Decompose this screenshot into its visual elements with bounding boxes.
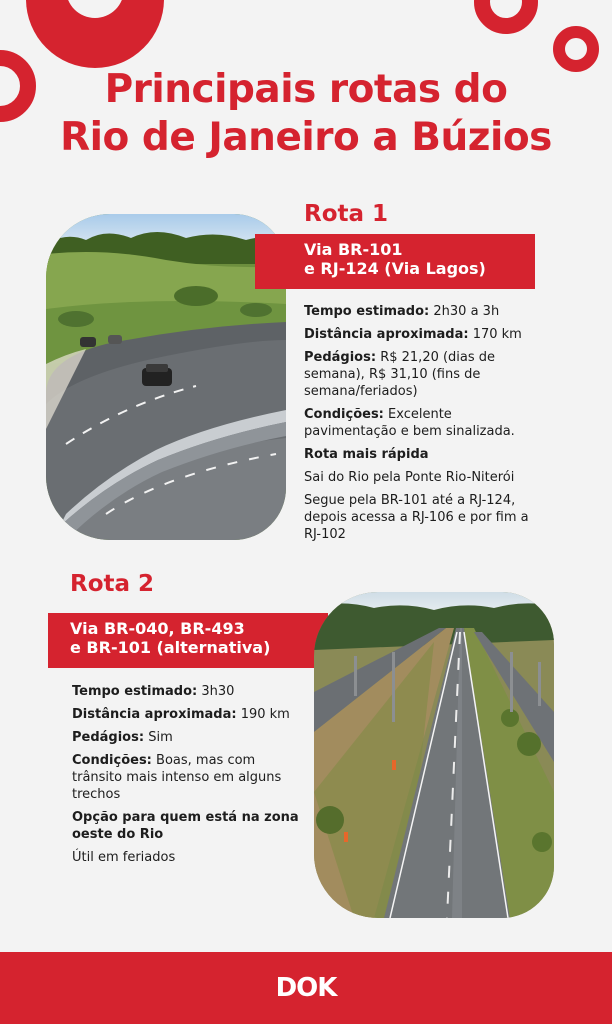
- route-1-via-line-1: Via BR-101: [304, 240, 403, 259]
- route-2-note-1: Útil em feriados: [72, 850, 176, 865]
- route-1-condicoes: [304, 406, 544, 440]
- decorative-circle-top: [26, 0, 164, 68]
- route-1-pedagios-value: R$ 21,20 (dias de semana), R$ 31,10 (fins de semana/feriados): [304, 350, 496, 399]
- route-1-tempo-label: Tempo estimado:: [304, 304, 430, 319]
- route-2-distancia: [72, 706, 304, 723]
- route-1-distancia-label: Distância aproximada:: [304, 327, 469, 342]
- route-1-condicoes-label: Condições:: [304, 407, 384, 422]
- route-1-highlight: Rota mais rápida: [304, 447, 429, 462]
- route-2-tempo-value: 3h30: [201, 684, 235, 699]
- decorative-ring-top-right: [474, 0, 538, 34]
- page-title-line-2: Rio de Janeiro a Búzios: [60, 115, 552, 160]
- route-2-via-line-1: Via BR-040, BR-493: [70, 619, 245, 638]
- route-2-condicoes-label: Condições:: [72, 753, 152, 768]
- route-1-distancia-value: 170 km: [472, 327, 522, 342]
- route-2-tempo: [72, 683, 304, 700]
- route-1-banner: [255, 234, 535, 289]
- straight-highway-photo: [314, 592, 554, 918]
- page-title-line-1: Principais rotas do: [104, 67, 508, 112]
- route-1-tempo: [304, 303, 544, 320]
- route-1-tempo-value: 2h30 a 3h: [433, 304, 500, 319]
- route-1-heading: Rota 1: [304, 201, 389, 227]
- route-1-distancia: [304, 326, 544, 343]
- route-2-heading: Rota 2: [70, 571, 155, 597]
- route-2-condicoes: [72, 752, 304, 803]
- route-2-pedagios-value: Sim: [148, 730, 173, 745]
- route-1-note-1: Sai do Rio pela Ponte Rio-Niterói: [304, 470, 515, 485]
- route-2-via-line-2: e BR-101 (alternativa): [70, 638, 271, 657]
- route-1-via-line-2: e RJ-124 (Via Lagos): [304, 259, 486, 278]
- route-2-distancia-value: 190 km: [240, 707, 290, 722]
- winding-highway-photo: [46, 214, 286, 540]
- route-1-condicoes-value: Excelente pavimentação e bem sinalizada.: [304, 407, 515, 439]
- route-2-distancia-label: Distância aproximada:: [72, 707, 237, 722]
- route-1-note-2: Segue pela BR-101 até a RJ-124, depois acessa a RJ-106 e por fim a RJ-102: [304, 493, 529, 542]
- route-1-details: [304, 303, 544, 549]
- route-2-pedagios-label: Pedágios:: [72, 730, 145, 745]
- footer-bar: [0, 952, 612, 1024]
- route-2-banner: [48, 613, 328, 668]
- page-title: [0, 66, 612, 162]
- dok-logo: DOK: [275, 973, 337, 1003]
- route-1-pedagios: [304, 349, 544, 400]
- route-2-details: [72, 683, 304, 872]
- route-2-highlight: Opção para quem está na zona oeste do Rio: [72, 810, 299, 842]
- route-2-pedagios: [72, 729, 304, 746]
- route-2-tempo-label: Tempo estimado:: [72, 684, 198, 699]
- route-1-pedagios-label: Pedágios:: [304, 350, 377, 365]
- route-2-condicoes-value: Boas, mas com trânsito mais intenso em alguns trechos: [72, 753, 282, 802]
